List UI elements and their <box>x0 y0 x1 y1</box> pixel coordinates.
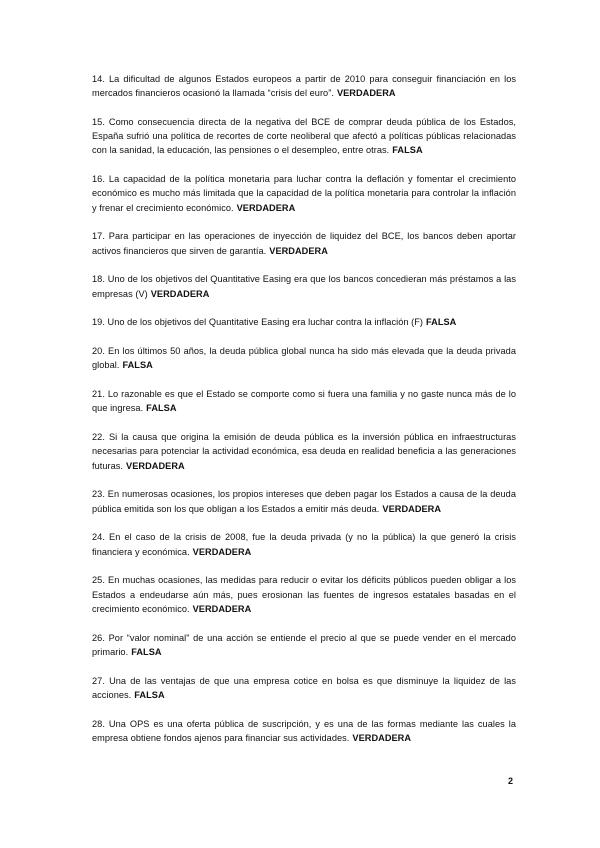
question-25 <box>92 573 516 616</box>
question-text: 20. En los últimos 50 años, la deuda pública global nunca ha sido más elevada que la deuda privada global. <box>92 346 516 371</box>
answer-label: VERDADERA <box>352 732 412 743</box>
question-26 <box>92 631 516 659</box>
question-17 <box>92 229 516 257</box>
question-text: 23. En numerosas ocasiones, los propios intereses que deben pagar los Estados a causa de la deuda pública emitida son los que obligan a los Estados a emitir más deuda. <box>92 489 516 514</box>
question-text: 17. Para participar en las operaciones de inyección de liquidez del BCE, los bancos deben aportar activos financieros que sirven de garantía. <box>92 231 516 256</box>
question-list <box>92 72 516 760</box>
question-text: 26. Por “valor nominal” de una acción se entiende el precio al que se puede vender en el mercado primario. <box>92 632 516 657</box>
question-text: 14. La dificultad de algunos Estados europeos a partir de 2010 para conseguir financiación en los mercados financieros ocasionó la llamada “crisis del euro”. <box>92 74 516 99</box>
answer-label: FALSA <box>392 145 423 156</box>
answer-label: VERDADERA <box>150 288 210 299</box>
question-24 <box>92 530 516 558</box>
question-text: 18. Uno de los objetivos del Quantitative Easing era que los bancos concedieran más préstamos a las empresas (V) <box>92 274 516 299</box>
answer-label: VERDADERA <box>126 460 185 471</box>
question-27 <box>92 674 516 702</box>
question-text: 15. Como consecuencia directa de la negativa del BCE de comprar deuda pública de los Estados, España sufrió una política de recortes de corte neoliberal que afectó a políticas públicas relacionadas con la sanidad, la educación, las pensiones o el desempleo, entre otras. <box>92 117 516 156</box>
answer-label: FALSA <box>146 403 177 414</box>
question-21 <box>92 387 516 415</box>
answer-label: FALSA <box>134 689 165 700</box>
question-18 <box>92 272 516 300</box>
question-19 <box>92 315 516 329</box>
question-22 <box>92 430 516 473</box>
answer-label: VERDADERA <box>382 503 442 514</box>
answer-label: VERDADERA <box>269 245 328 256</box>
answer-label: VERDADERA <box>192 546 252 557</box>
question-text: 24. En el caso de la crisis de 2008, fue la deuda privada (y no la pública) la que generó la crisis financiera y económica. <box>92 532 516 557</box>
question-23 <box>92 487 516 515</box>
question-text: 21. Lo razonable es que el Estado se comporte como si fuera una familia y no gaste nunca más de lo que ingresa. <box>92 389 516 414</box>
question-20 <box>92 344 516 372</box>
question-text: 27. Una de las ventajas de que una empresa cotice en bolsa es que disminuye la liquidez de las acciones. <box>92 675 516 700</box>
question-28 <box>92 717 516 745</box>
answer-label: FALSA <box>131 646 162 657</box>
question-text: 25. En muchas ocasiones, las medidas para reducir o evitar los déficits públicos pueden obligar a los Estados a endeudarse aún más, pues erosionan las fuentes de ingresos estatales basadas en el crecimiento económico. <box>92 575 516 614</box>
page-number: 2 <box>508 776 514 786</box>
question-text: 28. Una OPS es una oferta pública de suscripción, y es una de las formas mediante las cuales la empresa obtiene fondos ajenos para financiar sus actividades. <box>92 718 516 743</box>
question-14 <box>92 72 516 100</box>
answer-label: FALSA <box>122 360 153 371</box>
question-text: 19. Uno de los objetivos del Quantitative Easing era luchar contra la inflación (F) <box>92 317 423 328</box>
question-text: 16. La capacidad de la política monetaria para luchar contra la deflación y fomentar el crecimiento económico es mucho más limitada que la capacidad de la política monetaria para controlar la inflación y frenar el crecimiento económico. <box>92 174 516 213</box>
question-text: 22. Si la causa que origina la emisión de deuda pública es la inversión pública en infraestructuras necesarias para potenciar la actividad económica, esa deuda en realidad beneficia a las generaciones futuras. <box>92 432 516 471</box>
answer-label: VERDADERA <box>192 603 252 614</box>
question-15 <box>92 115 516 158</box>
question-16 <box>92 172 516 215</box>
answer-label: FALSA <box>426 317 457 328</box>
answer-label: VERDADERA <box>336 88 396 99</box>
answer-label: VERDADERA <box>236 202 296 213</box>
